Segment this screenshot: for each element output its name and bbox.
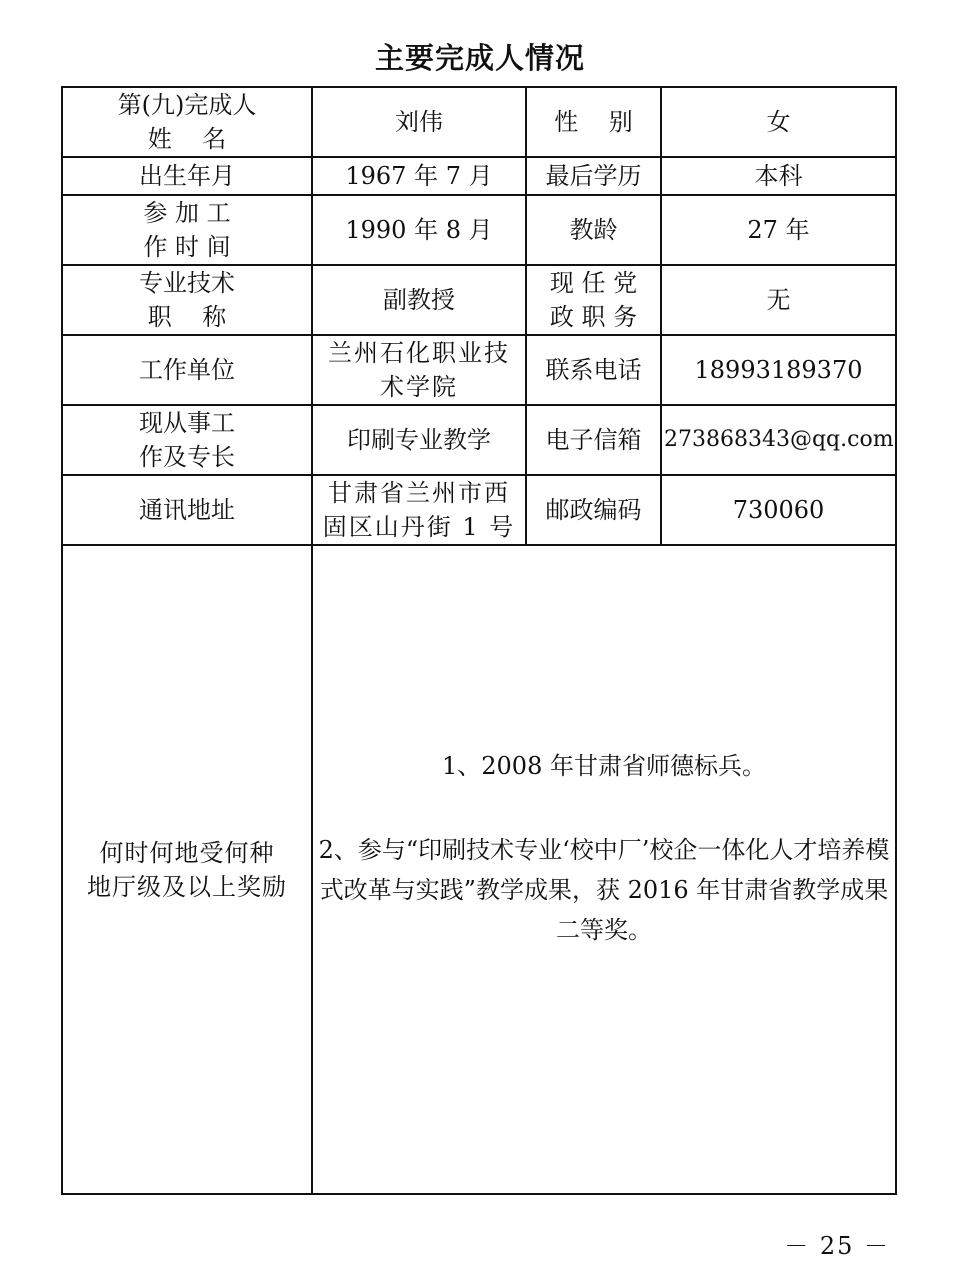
unit-label: 工作单位: [62, 335, 312, 405]
phone-value: 18993189370: [661, 335, 896, 405]
party-position-value: 无: [661, 265, 896, 335]
email-label: 电子信箱: [526, 405, 661, 475]
pro-title-value: 副教授: [312, 265, 526, 335]
award-item: 1、2008 年甘肃省师德标兵。: [442, 751, 766, 780]
phone-label: 联系电话: [526, 335, 661, 405]
table-row: [62, 195, 896, 265]
email-value: 273868343@qq.com: [661, 405, 896, 475]
job-value: 印刷专业教学: [312, 405, 526, 475]
table-row: [62, 87, 896, 157]
job-label: 现从事工 作及专长: [62, 405, 312, 475]
postcode-value: 730060: [661, 475, 896, 545]
unit-value: 兰州石化职业技术学院: [312, 335, 526, 405]
teaching-years-label: 教龄: [526, 195, 661, 265]
page-number: － 25 －: [784, 1232, 890, 1260]
info-table: [61, 86, 897, 1195]
education-label: 最后学历: [526, 157, 661, 195]
party-position-label: 现 任 党 政 职 务: [526, 265, 661, 335]
table-row: [62, 475, 896, 545]
birth-label: 出生年月: [62, 157, 312, 195]
page-title: 主要完成人情况: [374, 41, 585, 75]
birth-value: 1967 年 7 月: [312, 157, 526, 195]
awards-content: [312, 545, 896, 1194]
name-value: 刘伟: [312, 87, 526, 157]
postcode-label: 邮政编码: [526, 475, 661, 545]
education-value: 本科: [661, 157, 896, 195]
award-item: 2、参与“印刷技术专业‘校中厂’校企一体化人才培养模式改革与实践”教学成果，获 2016 年甘肃省教学成果二等奖。: [318, 835, 890, 944]
table-row: [62, 157, 896, 195]
gender-label: 性 别: [526, 87, 661, 157]
awards-label: 何时何地受何种 地厅级及以上奖励: [62, 545, 312, 1194]
teaching-years-value: 27 年: [661, 195, 896, 265]
work-start-label: 参 加 工 作 时 间: [62, 195, 312, 265]
address-label: 通讯地址: [62, 475, 312, 545]
table-row: [62, 545, 896, 1194]
work-start-value: 1990 年 8 月: [312, 195, 526, 265]
pro-title-label: 专业技术 职 称: [62, 265, 312, 335]
table-row: [62, 405, 896, 475]
name-label: 第(九)完成人 姓 名: [62, 87, 312, 157]
table-row: [62, 265, 896, 335]
address-value: 甘肃省兰州市西固区山丹街 1 号: [312, 475, 526, 545]
table-row: [62, 335, 896, 405]
gender-value: 女: [661, 87, 896, 157]
